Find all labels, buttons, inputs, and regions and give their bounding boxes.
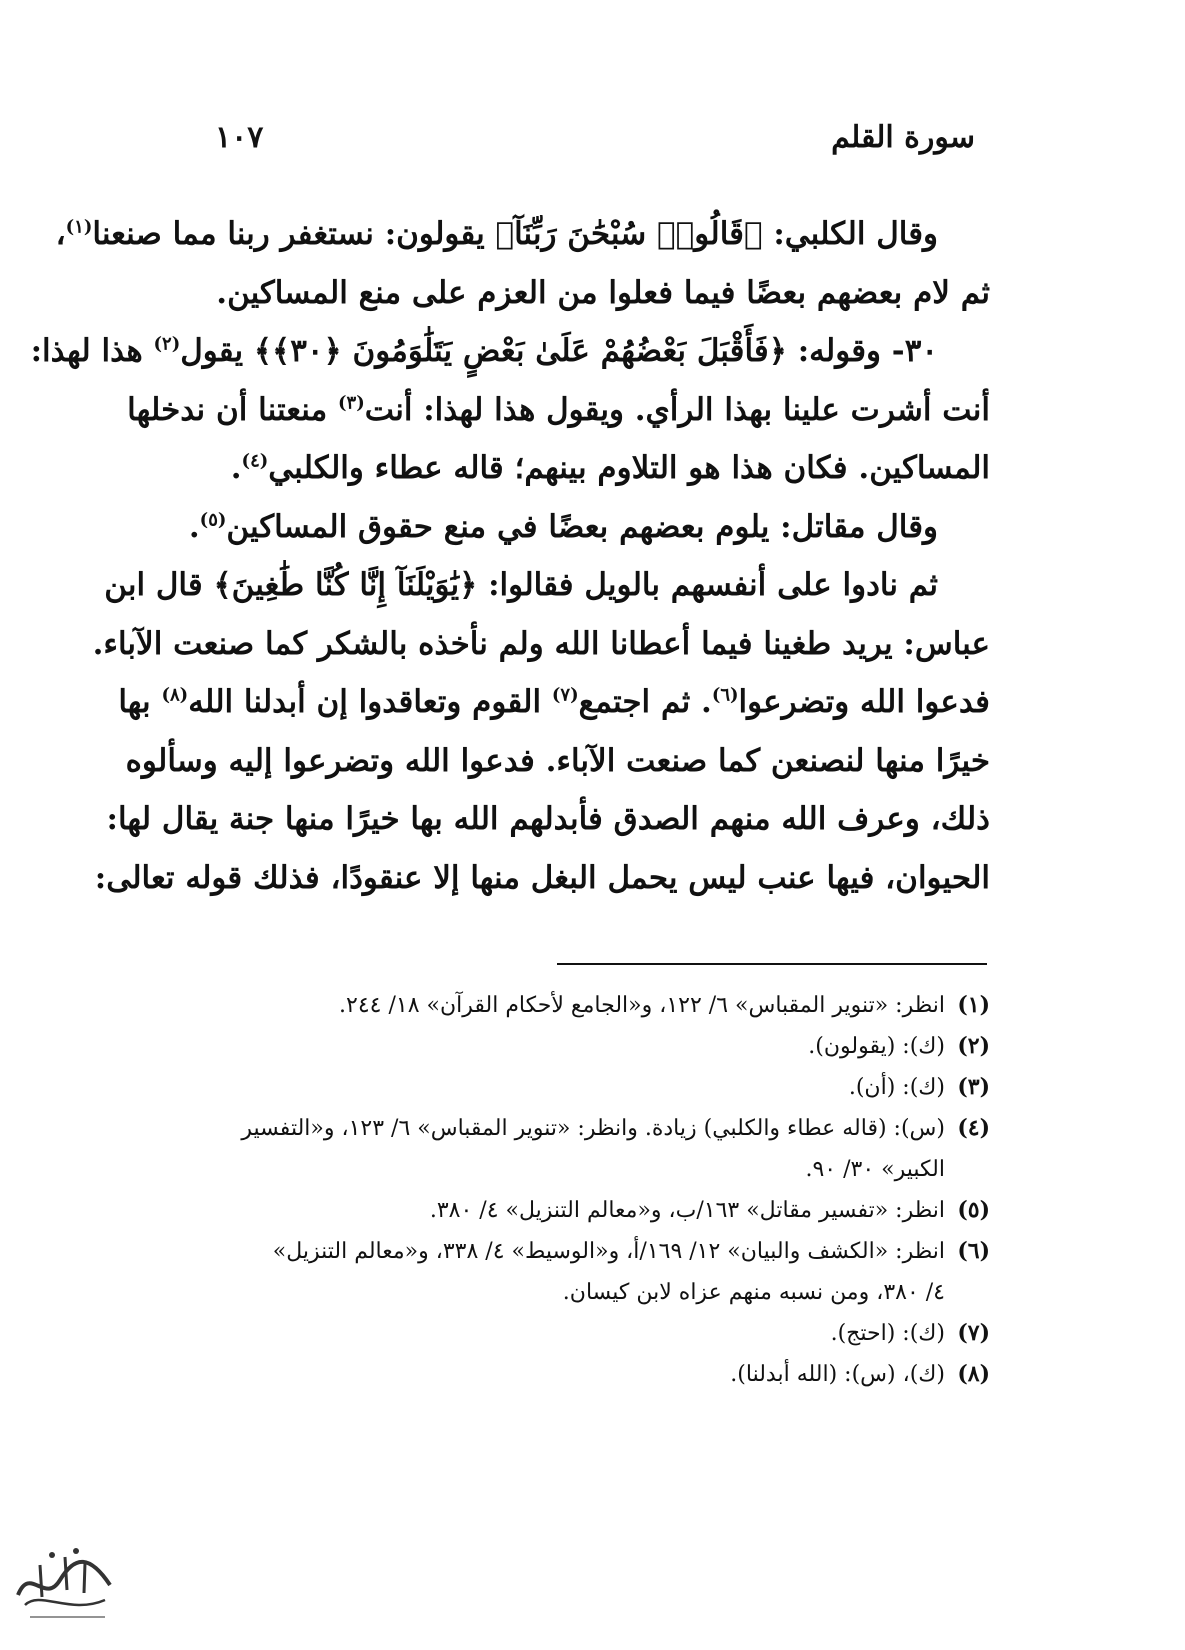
footnote-marker[interactable]: (٧) <box>551 684 579 706</box>
text-line: عباس: يريد طغينا فيما أعطانا الله ولم نأخذه بالشكر كما صنعت الآباء. <box>92 625 990 662</box>
footnote-marker[interactable]: (٢) <box>153 333 181 355</box>
footnotes <box>130 985 990 1395</box>
text-line: ذلك، وعرف الله منهم الصدق فأبدلهم الله بها خيرًا منها جنة يقال لها: <box>106 801 990 837</box>
page-number: ١٠٧ <box>215 120 264 155</box>
text-line: المساكين. فكان هذا هو التلاوم بينهم؛ قاله عطاء والكلبي$^{(٤)}$. <box>230 450 990 486</box>
text-line: ثم لام بعضهم بعضًا فيما فعلوا من العزم على منع المساكين. <box>216 274 990 311</box>
footnote: (٣) (ك): (أن). <box>130 1067 990 1108</box>
footnote: (٥) انظر: «تفسير مقاتل» ١٦٣/ب، و«معالم التنزيل» ٤/ ٣٨٠. <box>130 1190 990 1231</box>
text-line: أنت أشرت علينا بهذا الرأي. ويقول هذا لهذا: أنت$^{(٣)}$ منعتنا أن ندخلها <box>127 391 990 428</box>
text-line: ٣٠- وقوله: ﴿فَأَقْبَلَ بَعْضُهُمْ عَلَىٰ بَعْضٍ يَتَلَٰوَمُونَ ﴿٣٠﴾﴾ يقول$^{(٢)}$ هذا لهذا: <box>30 333 938 369</box>
footnote-number: (٢) <box>957 1033 990 1059</box>
footnote: (٢) (ك): (يقولون). <box>130 1026 990 1067</box>
text-line: الحيوان، فيها عنب ليس يحمل البغل منها إلا عنقودًا، فذلك قوله تعالى: <box>94 859 990 896</box>
footnote: (١) انظر: «تنوير المقباس» ٦/ ١٢٢، و«الجامع لأحكام القرآن» ١٨/ ٢٤٤. <box>130 985 990 1026</box>
calligraphy-logo <box>10 1535 120 1625</box>
text-line: خيرًا منها لنصنعن كما صنعت الآباء. فدعوا الله وتضرعوا إليه وسألوه <box>125 742 990 779</box>
footnote: (٨) (ك)، (س): (الله أبدلنا). <box>130 1354 990 1395</box>
footnote-number: (٣) <box>957 1074 990 1100</box>
footnote-marker[interactable]: (١) <box>65 216 93 238</box>
footnote: (٦) انظر: «الكشف والبيان» ١٢/ ١٦٩/أ، و«الوسيط» ٤/ ٣٣٨، و«معالم التنزيل» ٤/ ٣٨٠، ومن نسبه منهم عزاه لابن كيسان. <box>130 1231 990 1313</box>
footnote-number: (١) <box>957 992 990 1018</box>
text-line: ثم نادوا على أنفسهم بالويل فقالوا: ﴿يَٰوَيْلَنَآ إِنَّا كُنَّا طَٰغِينَ﴾ قال ابن <box>104 567 938 603</box>
main-text <box>30 205 990 907</box>
footnote-marker[interactable]: (٤) <box>241 450 269 472</box>
footnote-divider <box>557 963 987 965</box>
text-line: فدعوا الله وتضرعوا$^{(٦)}$. ثم اجتمع$^{(٧)}$ القوم وتعاقدوا إن أبدلنا الله$^{(٨)}$ بها <box>118 684 990 720</box>
footnote: (٤) (س): (قاله عطاء والكلبي) زيادة. وانظر: «تنوير المقباس» ٦/ ١٢٣، و«التفسير الكبير» ٣٠/ ٩٠. <box>130 1108 990 1190</box>
surah-title: سورة القلم <box>831 120 975 155</box>
footnote-marker[interactable]: (٣) <box>338 392 365 414</box>
footnote-number: (٥) <box>957 1197 990 1223</box>
page-header <box>215 120 975 170</box>
footnote-marker[interactable]: (٨) <box>161 684 189 706</box>
footnote-number: (٨) <box>957 1361 990 1387</box>
footnote-number: (٧) <box>957 1320 990 1346</box>
footnote: (٧) (ك): (احتج). <box>130 1313 990 1354</box>
footnote-marker[interactable]: (٦) <box>711 684 739 706</box>
footnote-number: (٤) <box>957 1115 990 1141</box>
text-line: وقال مقاتل: يلوم بعضهم بعضًا في منع حقوق المساكين$^{(٥)}$. <box>188 508 938 545</box>
footnote-marker[interactable]: (٥) <box>199 509 227 531</box>
footnote-number: (٦) <box>957 1238 990 1264</box>
text-line: وقال الكلبي: ﴿قَالُوا۟ سُبْحَٰنَ رَبِّنَآ﴾ يقولون: نستغفر ربنا مما صنعنا$^{(١)}$، <box>55 216 938 252</box>
